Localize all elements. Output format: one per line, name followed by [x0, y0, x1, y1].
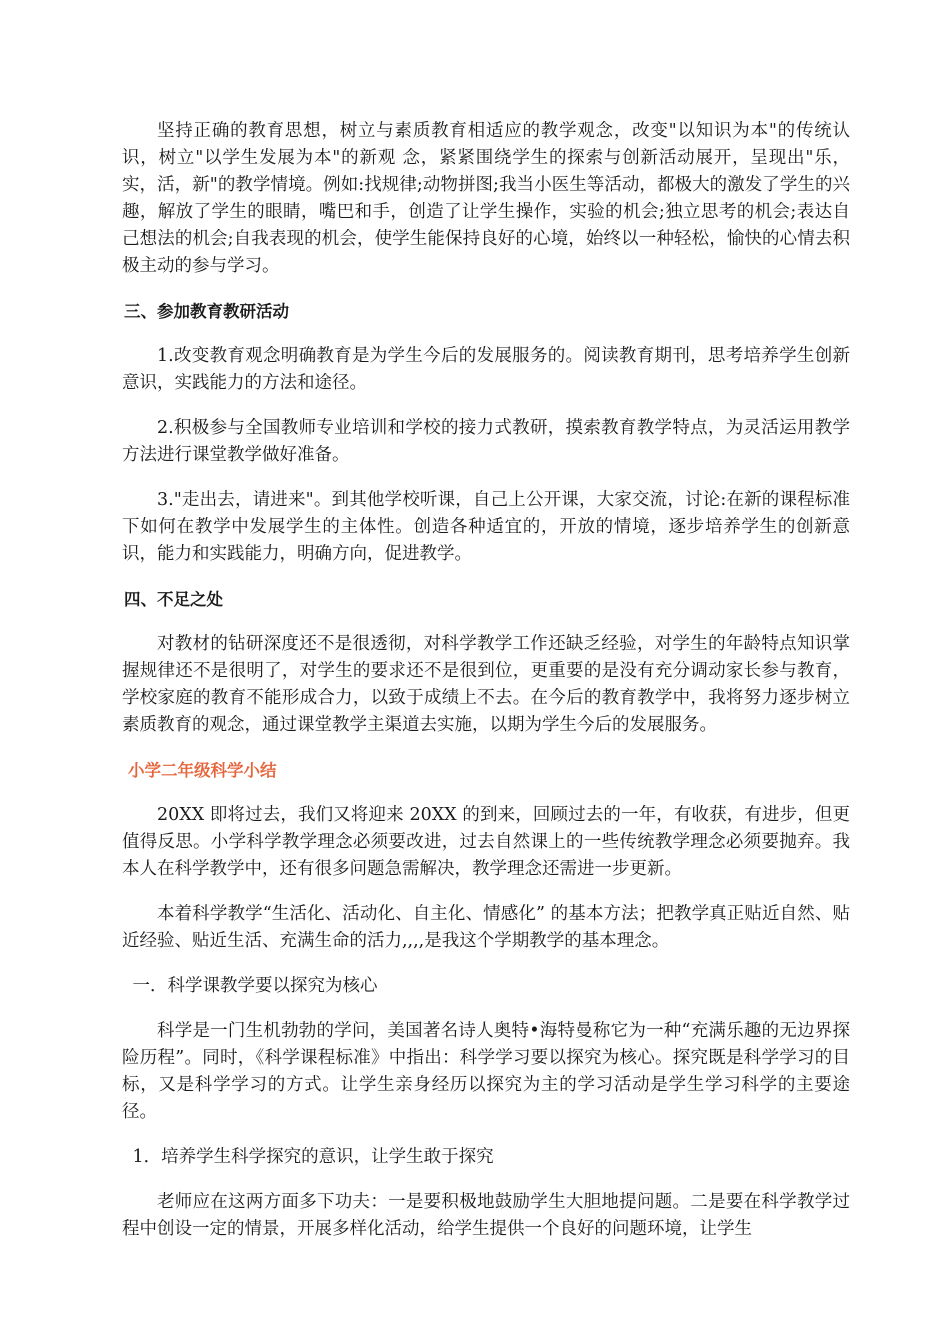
section-heading-research: 三、参加教育教研活动	[124, 302, 289, 321]
paragraph-teaching-philosophy: 坚持正确的教育思想，树立与素质教育相适应的教学观念，改变"以知识为本"的传统认识，树立"以学生发展为本"的新观 念，紧紧围绕学生的探索与创新活动展开，呈现出"乐，实，活，新"的教学情境。例如:找规律;动物拼图;我当小医生等活动，都极大的激发了学生的兴趣，解放了学生的眼睛，嘴巴和手，创造了让学生操作，实验的机会;独立思考的机会;表达自己想法的机会;自我表现的机会，使学生能保持良好的心境，始终以一种轻松，愉快的心情去积极主动的参与学习。	[122, 121, 850, 276]
subheading-inquiry-core: 一．科学课教学要以探究为核心	[132, 976, 378, 996]
section-heading-shortcomings: 四、不足之处	[124, 590, 223, 609]
paragraph-research-item-1: 1.改变教育观念明确教育是为学生今后的发展服务的。阅读教育期刊，思考培养学生创新意识，实践能力的方法和途径。	[122, 346, 850, 393]
paragraph-intro: 20XX 即将过去，我们又将迎来 20XX 的到来，回顾过去的一年，有收获，有进步，但更值得反思。小学科学教学理念必须要改进，过去自然课上的一些传统教学理念必须要抛弃。我本人在科学教学中，还有很多问题急需解决，教学理念还需进一步更新。	[122, 805, 850, 879]
paragraph-shortcomings: 对教材的钻研深度还不是很透彻，对科学教学工作还缺乏经验，对学生的年龄特点知识掌握规律还不是很明了，对学生的要求还不是很到位，更重要的是没有充分调动家长参与教育，学校家庭的教育不能形成合力，以致于成绩上不去。在今后的教育教学中，我将努力逐步树立素质教育的观念，通过课堂教学主渠道去实施，以期为学生今后的发展服务。	[122, 634, 850, 735]
paragraph-teacher-efforts: 老师应在这两方面多下功夫：一是要积极地鼓励学生大胆地提问题。二是要在科学教学过程中创设一定的情景，开展多样化活动，给学生提供一个良好的问题环境，让学生	[122, 1192, 850, 1239]
paragraph-science-inquiry: 科学是一门生机勃勃的学问，美国著名诗人奥特•海特曼称它为一种“充满乐趣的无边界探险历程”。同时，《科学课程标准》中指出：科学学习要以探究为核心。探究既是科学学习的目标，又是科学学习的方式。让学生亲身经历以探究为主的学习活动是学生学习科学的主要途径。	[122, 1021, 850, 1122]
paragraph-basic-philosophy: 本着科学教学“生活化、活动化、自主化、情感化” 的基本方法；把教学真正贴近自然、贴近经验、贴近生活、充满生命的活力,,,,是我这个学期教学的基本理念。	[122, 904, 850, 951]
document-page	[122, 118, 850, 1261]
subheading-inquiry-awareness: 1．培养学生科学探究的意识，让学生敢于探究	[132, 1147, 494, 1167]
article-title: 小学二年级科学小结	[128, 761, 277, 780]
paragraph-research-item-3: 3."走出去，请进来"。到其他学校听课，自己上公开课，大家交流，讨论:在新的课程标准下如何在教学中发展学生的主体性。创造各种适宜的，开放的情境，逐步培养学生的创新意识，能力和实践能力，明确方向，促进教学。	[122, 490, 850, 564]
paragraph-research-item-2: 2.积极参与全国教师专业培训和学校的接力式教研，摸索教育教学特点，为灵活运用教学方法进行课堂教学做好准备。	[122, 418, 850, 465]
